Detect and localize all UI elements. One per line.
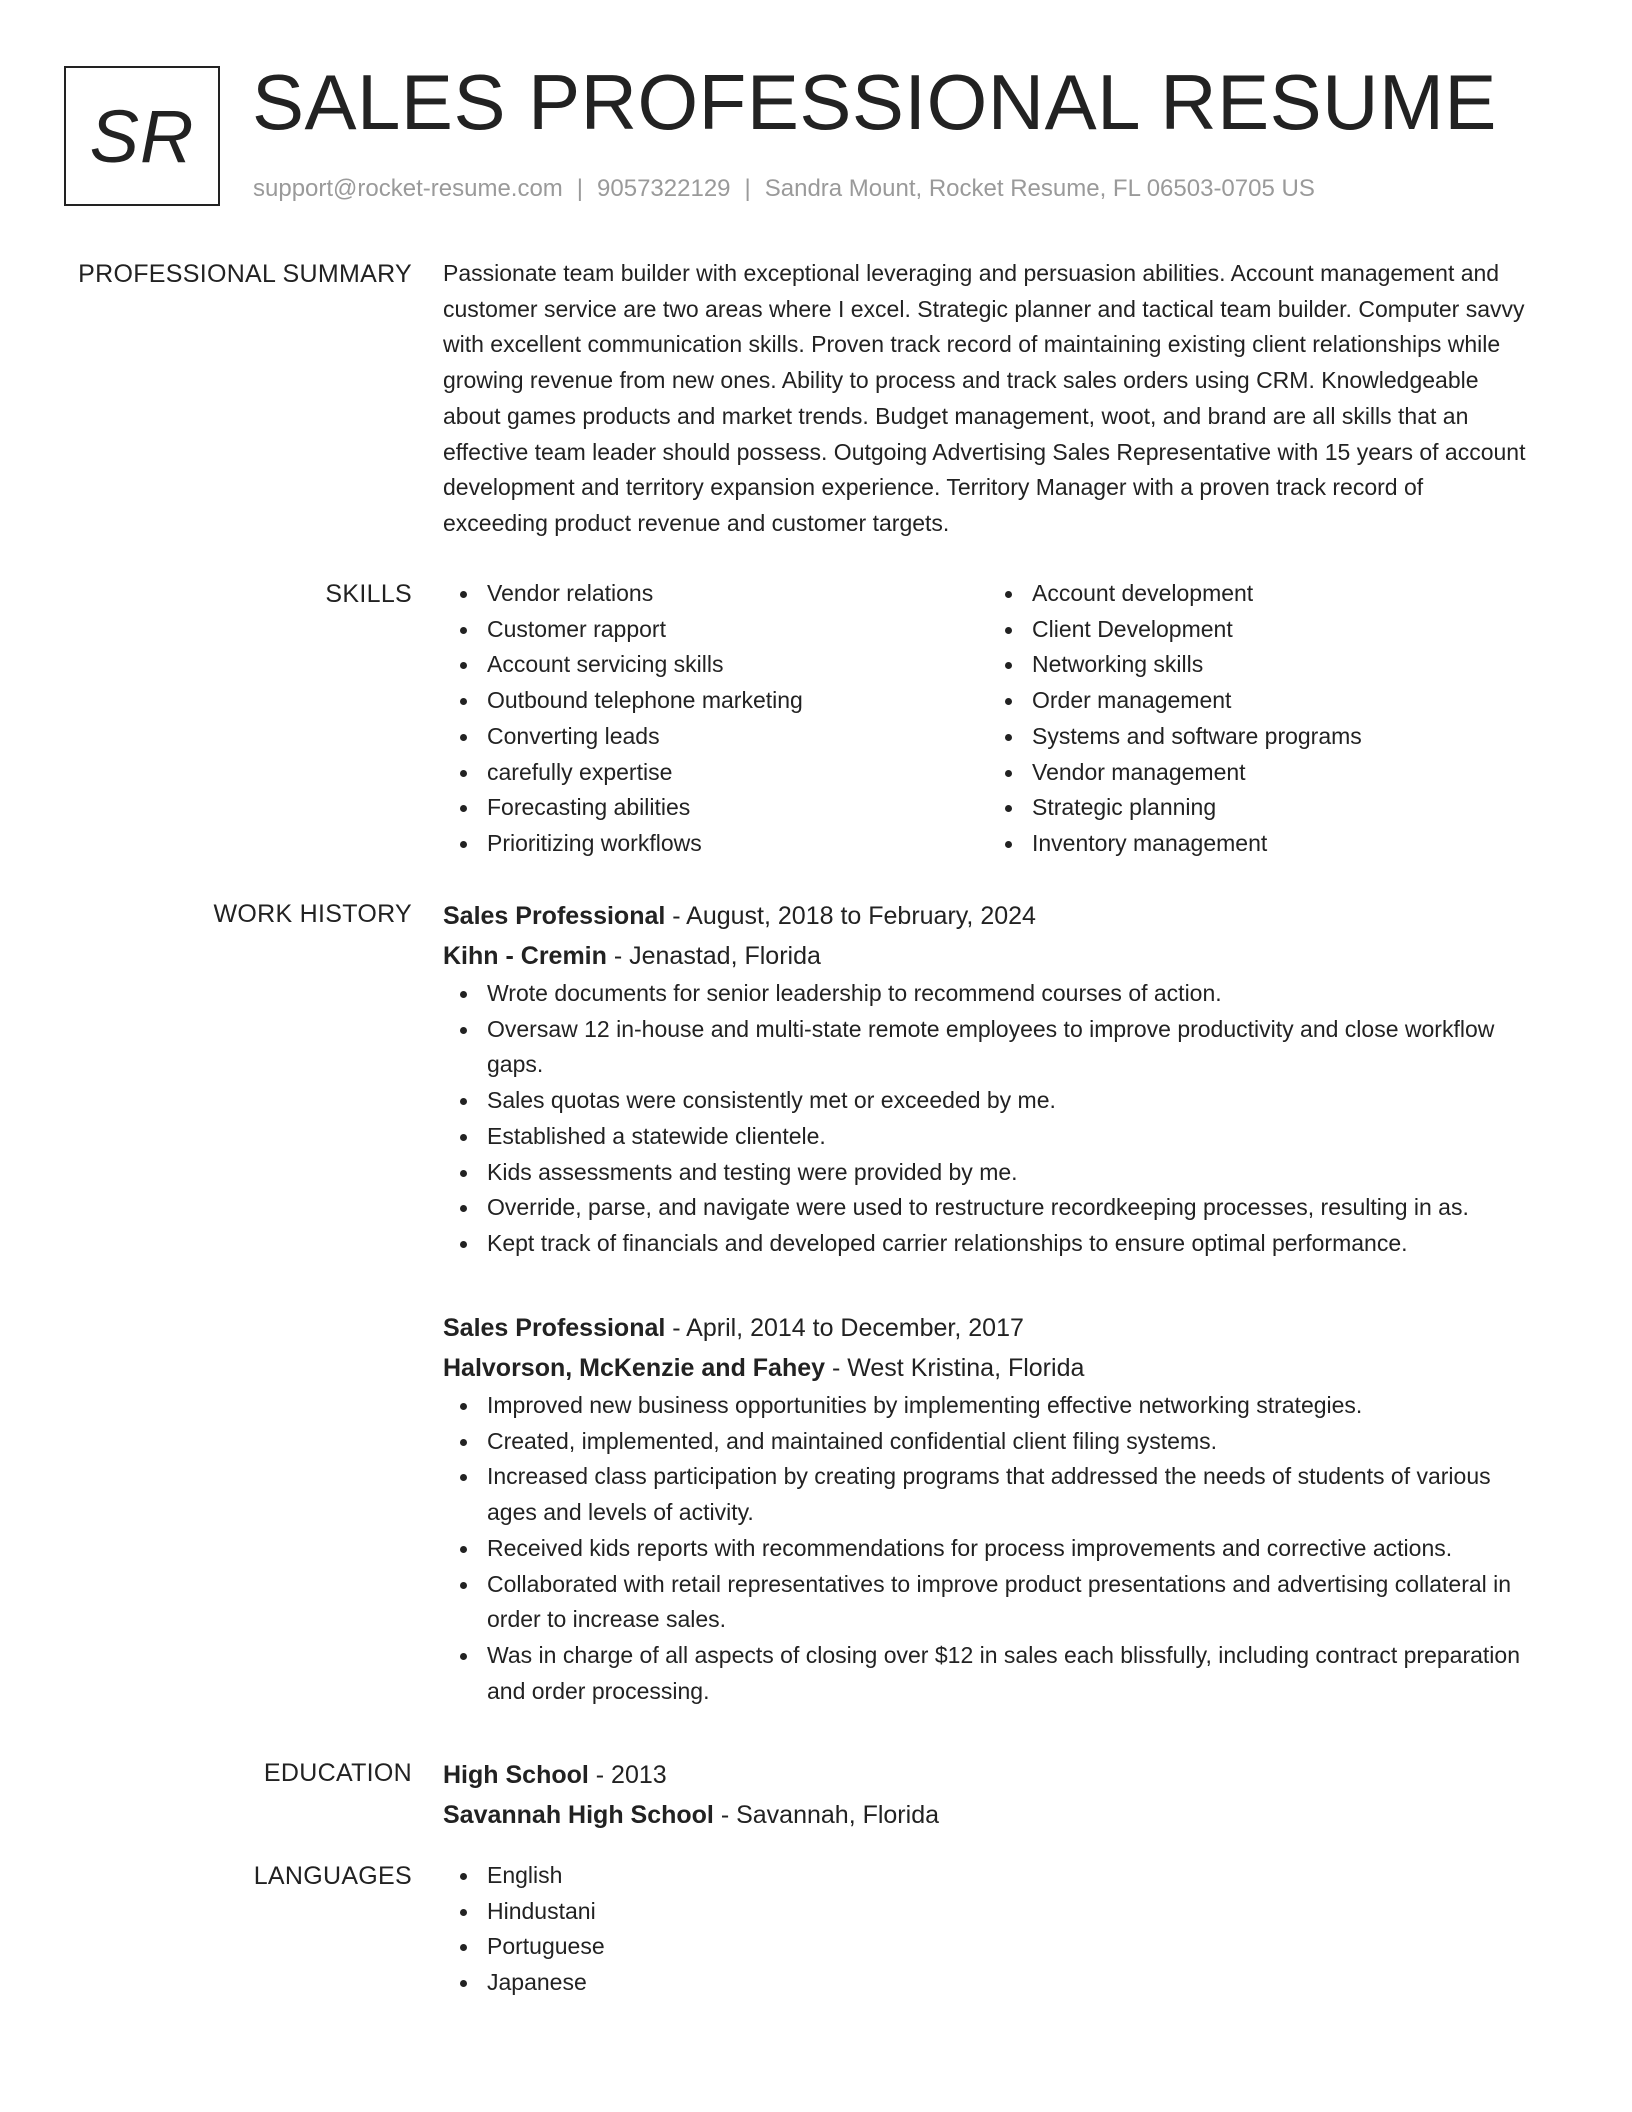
contact-line bbox=[253, 172, 1315, 206]
job-bullet-item: Kept track of financials and developed carrier relationships to ensure optimal performance. bbox=[443, 1226, 1533, 1262]
skills-body bbox=[443, 576, 1533, 862]
resume-title: SALES PROFESSIONAL RESUME bbox=[252, 58, 1497, 146]
skill-item: Inventory management bbox=[988, 826, 1533, 862]
work-history-body bbox=[443, 1308, 1533, 1709]
skill-item: Vendor relations bbox=[443, 576, 988, 612]
languages-body bbox=[443, 1858, 1533, 2001]
degree-year: - 2013 bbox=[588, 1761, 667, 1789]
job-location: - West Kristina, Florida bbox=[825, 1354, 1085, 1382]
language-item: English bbox=[443, 1858, 1533, 1894]
contact-address: Sandra Mount, Rocket Resume, FL 06503-0705 US bbox=[764, 175, 1315, 202]
contact-phone[interactable]: 9057322129 bbox=[597, 175, 731, 202]
school-location: - Savannah, Florida bbox=[713, 1801, 939, 1829]
section-label: SKILLS bbox=[325, 580, 412, 608]
job-bullet-item: Oversaw 12 in-house and multi-state remote employees to improve productivity and close workflow gaps. bbox=[443, 1012, 1533, 1083]
job-title: Sales Professional bbox=[443, 1314, 666, 1342]
job-dates: - August, 2018 to February, 2024 bbox=[665, 902, 1036, 930]
job-bullet-item: Established a statewide clientele. bbox=[443, 1119, 1533, 1155]
job-bullet-item: Override, parse, and navigate were used to restructure recordkeeping processes, resulting in as. bbox=[443, 1190, 1533, 1226]
job-title-line bbox=[443, 1308, 1533, 1348]
skill-item: Account servicing skills bbox=[443, 647, 988, 683]
job-title: Sales Professional bbox=[443, 902, 666, 930]
job-title-line bbox=[443, 896, 1533, 936]
languages-list bbox=[443, 1858, 1533, 2001]
job-bullet-item: Was in charge of all aspects of closing over $12 in sales each blissfully, including contract preparation and order processing. bbox=[443, 1638, 1533, 1709]
contact-email[interactable]: support@rocket-resume.com bbox=[253, 175, 563, 202]
job-bullet-item: Wrote documents for senior leadership to recommend courses of action. bbox=[443, 976, 1533, 1012]
school-name: Savannah High School bbox=[443, 1801, 714, 1829]
job-bullet-list bbox=[443, 976, 1533, 1262]
job-location: - Jenastad, Florida bbox=[606, 942, 821, 970]
skill-item: Vendor management bbox=[988, 755, 1533, 791]
job-bullet-item: Sales quotas were consistently met or exceeded by me. bbox=[443, 1083, 1533, 1119]
job-entry bbox=[443, 1308, 1533, 1709]
job-bullet-item: Collaborated with retail representatives to improve product presentations and advertising collateral in order to increase sales. bbox=[443, 1567, 1533, 1638]
school-line bbox=[443, 1795, 1533, 1835]
degree-name: High School bbox=[443, 1761, 589, 1789]
job-bullet-item: Increased class participation by creating programs that addressed the needs of students of various ages and levels of activity. bbox=[443, 1459, 1533, 1530]
monogram-badge bbox=[64, 66, 220, 206]
monogram-initials: SR bbox=[89, 94, 195, 178]
job-bullet-item: Kids assessments and testing were provided by me. bbox=[443, 1155, 1533, 1191]
contact-separator: | bbox=[576, 175, 584, 202]
job-company: Kihn - Cremin bbox=[443, 942, 607, 970]
job-bullet-item: Improved new business opportunities by implementing effective networking strategies. bbox=[443, 1388, 1533, 1424]
job-company: Halvorson, McKenzie and Fahey bbox=[443, 1354, 826, 1382]
skills-list-right bbox=[988, 576, 1533, 862]
skill-item: Account development bbox=[988, 576, 1533, 612]
work-history-body bbox=[443, 896, 1533, 1262]
job-company-line bbox=[443, 936, 1533, 976]
skill-item: Order management bbox=[988, 683, 1533, 719]
section-label: WORK HISTORY bbox=[213, 900, 412, 928]
job-bullet-item: Created, implemented, and maintained confidential client filing systems. bbox=[443, 1424, 1533, 1460]
degree-line bbox=[443, 1755, 1533, 1795]
skill-item: Outbound telephone marketing bbox=[443, 683, 988, 719]
summary-body bbox=[443, 256, 1533, 542]
job-bullet-list bbox=[443, 1388, 1533, 1709]
section-label: EDUCATION bbox=[263, 1759, 412, 1787]
skill-item: Forecasting abilities bbox=[443, 790, 988, 826]
language-item: Portuguese bbox=[443, 1929, 1533, 1965]
section-label: PROFESSIONAL SUMMARY bbox=[78, 260, 412, 288]
summary-text: Passionate team builder with exceptional leveraging and persuasion abilities. Account management and customer service are two areas where I excel. Strategic planner and tactical team builder. Computer savvy with excellent communication skills. Proven track record of maintaining existing client relationships while growing revenue from new ones. Ability to process and track sales orders using CRM. Knowledgeable about games products and market trends. Budget management, woot, and brand are all skills that an effective team leader should possess. Outgoing Advertising Sales Representative with 15 years of account development and territory expansion experience. Territory Manager with a proven track record of exceeding product revenue and customer targets. bbox=[443, 260, 1526, 536]
skill-item: Customer rapport bbox=[443, 612, 988, 648]
skills-list-left bbox=[443, 576, 988, 862]
skill-item: Client Development bbox=[988, 612, 1533, 648]
skill-item: Strategic planning bbox=[988, 790, 1533, 826]
job-bullet-item: Received kids reports with recommendations for process improvements and corrective actions. bbox=[443, 1531, 1533, 1567]
job-dates: - April, 2014 to December, 2017 bbox=[665, 1314, 1024, 1342]
language-item: Japanese bbox=[443, 1965, 1533, 2001]
skill-item: carefully expertise bbox=[443, 755, 988, 791]
job-entry bbox=[443, 896, 1533, 1262]
skill-item: Converting leads bbox=[443, 719, 988, 755]
skill-item: Systems and software programs bbox=[988, 719, 1533, 755]
skill-item: Prioritizing workflows bbox=[443, 826, 988, 862]
education-body bbox=[443, 1755, 1533, 1835]
section-label: LANGUAGES bbox=[253, 1862, 412, 1890]
language-item: Hindustani bbox=[443, 1894, 1533, 1930]
contact-separator: | bbox=[744, 175, 751, 202]
skill-item: Networking skills bbox=[988, 647, 1533, 683]
job-company-line bbox=[443, 1348, 1533, 1388]
